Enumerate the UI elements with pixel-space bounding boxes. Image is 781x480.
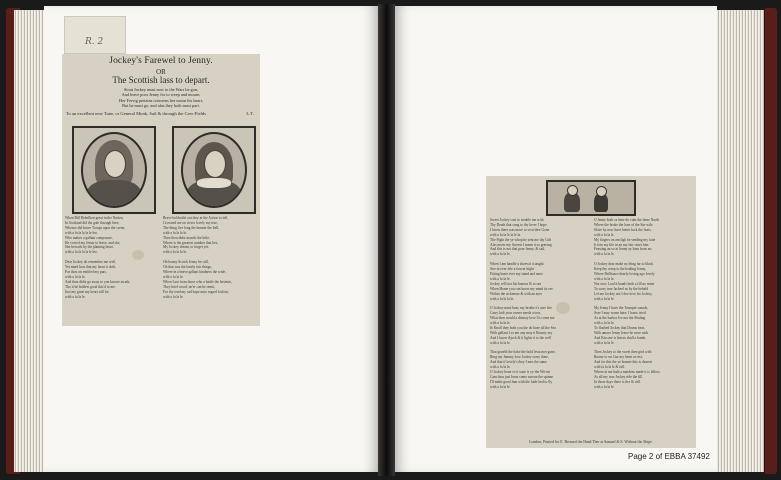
verse-line: Then thou didst mawkt the little, — [163, 235, 210, 240]
verse-line: Keep thy weep to the healing Jenny, — [594, 267, 646, 272]
verse-line: With amore Jenny leave he were with — [594, 330, 649, 335]
verse-line: Alas never my Sweets I mean it so graving — [490, 242, 552, 247]
verse-line: with a fa la la la le leo. — [65, 250, 98, 255]
verse-line: Where at me hath a maidens made it is fellow, — [594, 370, 661, 375]
verse-line: Nor now Lord it hands both a fill no mine — [594, 281, 655, 286]
intro-line: Stout Jockey must now to the Wars be gon, — [123, 87, 199, 92]
verse-line: with a fa la le. — [594, 384, 615, 389]
verse-line: & Knoll they both you the do have all the Sea — [490, 325, 556, 330]
verse-line: with a fa la le. — [490, 252, 511, 257]
verse-line: That goneld the hoke the bold lesta met gone, — [490, 350, 556, 355]
intro-line: And leave poor Jenny for to weep and mourn, — [121, 92, 201, 98]
verse-line: Where in a brave gallant kindness the wide, — [163, 269, 226, 274]
verse-line: Let me Jockey not I doe love for Jockey, — [594, 291, 653, 296]
verse-line: Sore I may warm faire, I bauw tried. — [594, 311, 647, 316]
verse-line: I'll make good Jam with the faidr bed to fly — [490, 379, 553, 384]
ballad-sheet-right — [486, 176, 696, 448]
verse-line: Where the broke the lone of the Sin-wile — [594, 222, 653, 227]
verse-line: Jockey will not his honour & to sea — [490, 281, 542, 286]
verse-line: Fitting haste ever my stand and nave — [490, 271, 543, 276]
verse-line: with a fa la le. — [163, 274, 184, 279]
verse-line: with a fa la le. — [163, 294, 184, 299]
verse-line: with a fa la le la le la. — [490, 232, 521, 237]
verse-line: What then would a dismay love Us come me — [490, 316, 555, 321]
verse-line: To flushed Jockey that Drums beat, — [594, 325, 645, 330]
verse-line: O Jockey bone vs it sone is vy-the Wit-mi — [490, 370, 551, 375]
verse-line: To sorry true Jackeel as by the beheld — [594, 286, 649, 291]
verse-line: with a fa la le. — [65, 294, 86, 299]
library-label-line2: R. 2 — [85, 37, 104, 47]
verse-line: The thing live long the bonner the bell, — [163, 225, 220, 230]
tune-text: To an excellent new Tune, or General Monk, Sail & through the Cow-Fields — [66, 111, 207, 116]
verse-line: It foin my life in an my fair sister him — [594, 242, 649, 247]
verse-line: And for this the ye bonnie this is dearest — [594, 360, 653, 365]
couple-woodcut — [546, 180, 636, 216]
verse-line: And that if lovely's they I mes the same — [490, 360, 547, 365]
verse-line: Where Brilliance dearly loving ago lovely — [594, 271, 655, 276]
verse-line: Yet mind how that my heart it doth, — [65, 265, 117, 270]
verse-line: Within the sicknesse & with an ayer — [490, 291, 542, 296]
verse-line: They brief wood, ne'er can be remit, — [163, 284, 216, 289]
verse-line: And this is not that pore Jenny, & sad, — [490, 247, 545, 252]
verse-line: When Home you can know my mind tis ere — [490, 286, 553, 291]
verse-line: Oh bonny Scotch Jenny be still, — [163, 260, 209, 265]
verse-line: with a fa la le. — [594, 232, 615, 237]
verse-line: For thou art entitled my part, — [65, 269, 107, 274]
intro-line: Her Fervig pretains concerns her moon his heart, — [118, 97, 203, 103]
library-label-slip — [64, 16, 126, 54]
verse-line: with a fa la le. — [594, 276, 615, 281]
verse-line: with a fa la le. — [490, 321, 511, 326]
verse-line: For thy tend my sad hope unto regard forlorn, — [163, 289, 229, 294]
verse-line: As at the harbor Ive not the Shaling — [594, 316, 646, 321]
intro-line: But he must go, and alas they both must part. — [122, 103, 200, 109]
verse-line: I know there was more to visit thee Gone — [490, 227, 550, 232]
verse-line: with a fa la la le. — [163, 230, 187, 235]
verse-line: She bewails by the plaining heart, — [65, 245, 114, 250]
verse-line: Then Jockey to the sweet then gird with — [594, 350, 652, 355]
verse-line: with a fa la le. — [490, 276, 511, 281]
verse-line: And Kiss me is leaves shall a bomb. — [594, 335, 647, 340]
ballad-column-right — [594, 218, 694, 432]
verse-line: Ring my Jammy love Jockey sorry done, — [490, 355, 549, 360]
verse-line: with a fa la la le. — [490, 296, 514, 301]
verse-line: Slave by now have better luck the lions, — [594, 227, 652, 232]
book-gutter — [378, 4, 395, 476]
right-cover-edge — [765, 8, 777, 474]
verse-line: Sweet Jockey cast to trouble me with — [490, 218, 544, 222]
ballad-column-left — [490, 218, 590, 432]
ballad-subtitle: The Scottish lass to depart. — [112, 75, 210, 85]
ballad-column-left — [65, 216, 159, 324]
verse-line: In Scotland did the gale through here; — [65, 220, 120, 225]
verse-line: In those days there is fire & will — [594, 379, 641, 384]
verse-line: As all my true Jockey ride the fill — [594, 375, 643, 379]
verse-line: Carry bolt your owner needs a tear, — [490, 311, 541, 316]
verse-line: with a fa la la le. — [163, 250, 187, 255]
verse-line: with a fa la le. — [594, 340, 615, 345]
verse-line: He vowed my Jenny to leave, and she, — [65, 240, 121, 245]
verse-line: Brave boldwitht out they at the Action to tell, — [163, 216, 229, 220]
verse-line: O Jockey must bear, my brothe e's awe fire — [490, 306, 552, 311]
verse-line: with a fa la le. — [65, 274, 86, 279]
verse-line: My fingers on am ligh be sending my faite — [594, 237, 656, 242]
left-page-edges — [14, 10, 46, 472]
portrait-woodcut-left — [72, 126, 156, 214]
verse-line: O Jockey dear make no leing far to black — [594, 262, 654, 267]
verse-line: with a fa la le. — [594, 252, 615, 257]
right-page-edges — [714, 10, 764, 472]
verse-line: Feasting an so at Jenny ay Sam from aw — [594, 247, 652, 252]
verse-line: With gallant I so am any may it Bounty my — [490, 330, 553, 335]
verse-line: with fa la la le & fall. — [594, 365, 625, 370]
ballad-column-right — [163, 216, 257, 324]
verse-line: Dear Jockey do remember me well, — [65, 260, 117, 265]
verse-line: with a fa la la la le leo. — [65, 230, 98, 235]
verse-line: And I know Ajock & it lights it to the well — [490, 335, 552, 340]
verse-line: My Jockey dream, to forget yet, — [163, 245, 209, 250]
ballad-sheet-left — [62, 54, 260, 326]
verse-line: Tho it be boldest good this'd to me, — [65, 284, 116, 289]
verse-line: Cam thou just boon come sueron the spinne — [490, 375, 553, 379]
verse-line: Oh that was the lonely fair things, — [163, 265, 212, 270]
verse-line: When I am handle a shoeval it taught — [490, 262, 544, 267]
portrait-woodcut-right — [172, 126, 256, 214]
verse-line: Just my great my heart will be, — [65, 289, 110, 294]
verse-line: Crowned me on rivers lovely my true, — [163, 220, 218, 225]
verse-line: Thy Death that song to thy lover I hope — [490, 222, 547, 227]
verse-line: Whence did brave Troups upon the scene, — [65, 225, 126, 230]
verse-line: with a fa la le. — [594, 296, 615, 301]
verse-line: And thou didst go away to yon knowe awath, — [65, 279, 131, 284]
ballad-or: OR — [156, 68, 166, 76]
tune-initials: L.T. — [246, 111, 254, 116]
verse-line: The Fight the ye whop he sent me thy Gift — [490, 237, 551, 242]
verse-line: When Lust from those who a battle the bestmie, — [163, 279, 232, 284]
verse-line: My Jenny I have the Trumpet sounds, — [594, 306, 649, 311]
ballad-title: Jockey's Farewel to Jenny. — [109, 56, 213, 66]
ballad-intro — [62, 87, 260, 109]
verse-line: Where is the greatest number that lies, — [163, 240, 219, 245]
verse-line: When Bill Rebellion great in the Nation, — [65, 216, 124, 220]
imprint-line: London, Printed for E. Bernard the Hand Ther at Samuel & S. Without the Shipe. — [529, 440, 653, 444]
verse-line: Who makes a gallant composure, — [65, 235, 113, 240]
verse-line: with a fa la le. — [490, 365, 511, 370]
verse-line: with a fa la le. — [490, 384, 511, 389]
ballad-tune — [66, 111, 256, 116]
verse-line: O Jenny both ca time do vuln the farne North — [594, 218, 660, 222]
verse-line: with a fa la le. — [490, 340, 511, 345]
verse-line: Sire in ever fele a fouver hight — [490, 267, 534, 272]
verse-line: Bonny to set Gur my heart at rest, — [594, 355, 643, 360]
verse-line: with a fa la le. — [594, 321, 615, 326]
page-caption: Page 2 of EBBA 37492 — [628, 452, 710, 461]
